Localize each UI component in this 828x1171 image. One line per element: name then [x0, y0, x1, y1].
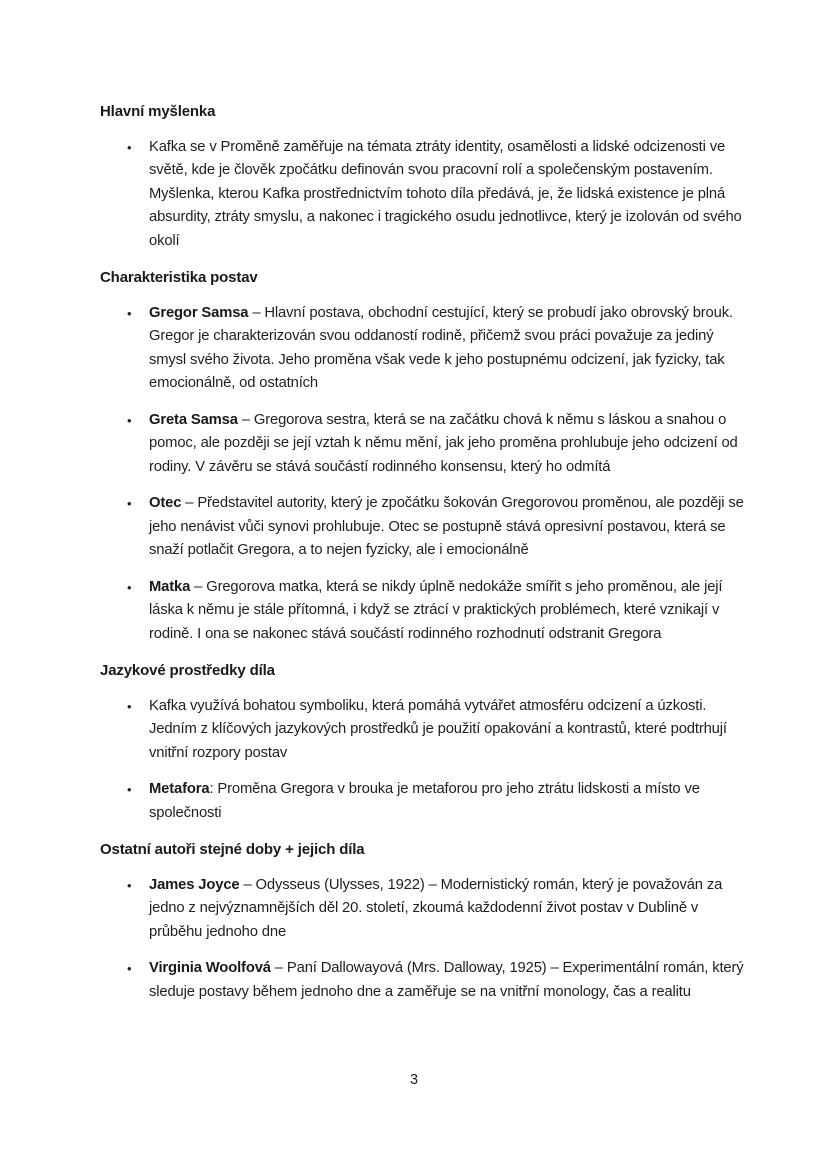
- bullet-text: Kafka využívá bohatou symboliku, která pomáhá vytvářet atmosféru odcizení a úzkosti. Jedním z klíčových jazykových prostředků je použití opakování a kontrastů, které podtrhují vnitřní rozpory postav: [149, 697, 727, 761]
- list-item: [100, 695, 752, 766]
- bullet-icon: •: [127, 579, 132, 595]
- list-item: [100, 492, 752, 563]
- page-number: 3: [409, 1072, 419, 1088]
- bullet-icon: •: [127, 305, 132, 321]
- bullet-icon: •: [127, 782, 132, 797]
- bullet-icon: •: [127, 698, 132, 714]
- section-heading-language-devices: Jazykové prostředky díla: [100, 662, 275, 679]
- list-item: [100, 874, 752, 945]
- bullet-separator: –: [270, 960, 287, 976]
- bullet-icon: •: [127, 496, 132, 511]
- section-heading-characters: Charakteristika postav: [100, 269, 258, 286]
- list-item: [100, 778, 752, 825]
- section-heading-main-idea: Hlavní myšlenka: [100, 103, 216, 120]
- document-content: [100, 100, 752, 1017]
- bullet-separator: :: [209, 781, 218, 797]
- bullet-bold-lead: Metafora: [149, 781, 210, 797]
- bullet-icon: •: [127, 139, 132, 155]
- bullet-list-language-devices: [100, 695, 752, 826]
- bullet-separator: –: [190, 578, 207, 595]
- list-item: [100, 409, 752, 480]
- bullet-bold-lead: Otec: [149, 495, 182, 511]
- bullet-list-main-idea: [100, 136, 752, 254]
- bullet-list-other-authors: [100, 874, 752, 1005]
- bullet-separator: –: [181, 495, 198, 511]
- bullet-bold-lead: Greta Samsa: [149, 411, 238, 428]
- list-item: [100, 957, 752, 1004]
- bullet-text: Gregorova sestra, která se na začátku chová k němu s láskou a snahou o pomoc, ale později se její vztah k němu mění, jak jeho proměna prohlubuje jeho odcizení od rodiny. V závěru se stává součástí rodinného konsensu, který ho odmítá: [149, 411, 738, 475]
- bullet-icon: •: [127, 412, 132, 428]
- bullet-list-characters: [100, 302, 752, 647]
- bullet-bold-lead: Matka: [149, 578, 191, 595]
- bullet-text: Hlavní postava, obchodní cestující, který se probudí jako obrovský brouk. Gregor je charakterizován svou oddaností rodině, přičemž svou práci považuje za jediný smysl svého života. Jeho proměna však vede k jeho postupnému odcizení, jak fyzicky, tak emocionálně, od ostatních: [149, 304, 733, 391]
- bullet-text: Paní Dallowayová (Mrs. Dalloway, 1925) – Experimentální román, který sleduje postavy během jednoho dne a zaměřuje se na vnitřní monology, čas a realitu: [149, 960, 744, 1000]
- bullet-text: Kafka se v Proměně zaměřuje na témata ztráty identity, osamělosti a lidské odcizenosti ve světě, kde je člověk zpočátku definován svou pracovní rolí a společenským postavením. Myšlenka, kterou Kafka prostřednictvím tohoto díla předává, je, že lidská existence je plná absurdity, ztráty smyslu, a nakonec i tragického osudu jednotlivce, který je izolován od svého okolí: [149, 138, 742, 249]
- section-heading-other-authors: Ostatní autoři stejné doby + jejich díla: [100, 841, 365, 858]
- bullet-bold-lead: James Joyce: [149, 876, 240, 893]
- bullet-separator: –: [237, 411, 254, 428]
- list-item: [100, 302, 752, 396]
- bullet-text: Proměna Gregora v brouka je metaforou pro jeho ztrátu lidskosti a místo ve společnosti: [149, 781, 700, 821]
- bullet-separator: –: [248, 304, 265, 321]
- list-item: [100, 136, 752, 254]
- list-item: [100, 576, 752, 647]
- bullet-bold-lead: Virginia Woolfová: [149, 960, 271, 976]
- bullet-separator: –: [239, 876, 256, 893]
- bullet-icon: •: [127, 961, 132, 976]
- bullet-icon: •: [127, 877, 132, 893]
- bullet-bold-lead: Gregor Samsa: [149, 304, 249, 321]
- bullet-text: Představitel autority, který je zpočátku šokován Gregorovou proměnou, ale později se jeho nenávist vůči synovi prohlubuje. Otec se postupně stává opresivní postavou, která se snaží potlačit Gregora, a to nejen fyzicky, ale i emocionálně: [149, 495, 744, 558]
- bullet-text: Odysseus (Ulysses, 1922) – Modernistický román, který je považován za jedno z nejvýznamnějších děl 20. století, zkoumá každodenní život postav v Dublině v průběhu jednoho dne: [149, 876, 723, 940]
- bullet-text: Gregorova matka, která se nikdy úplně nedokáže smířit s jeho proměnou, ale její láska k němu je stále přítomná, i když se ztrácí v praktických problémech, které vznikají v rodině. I ona se nakonec stává součástí rodinného rozhodnutí odstranit Gregora: [149, 578, 723, 642]
